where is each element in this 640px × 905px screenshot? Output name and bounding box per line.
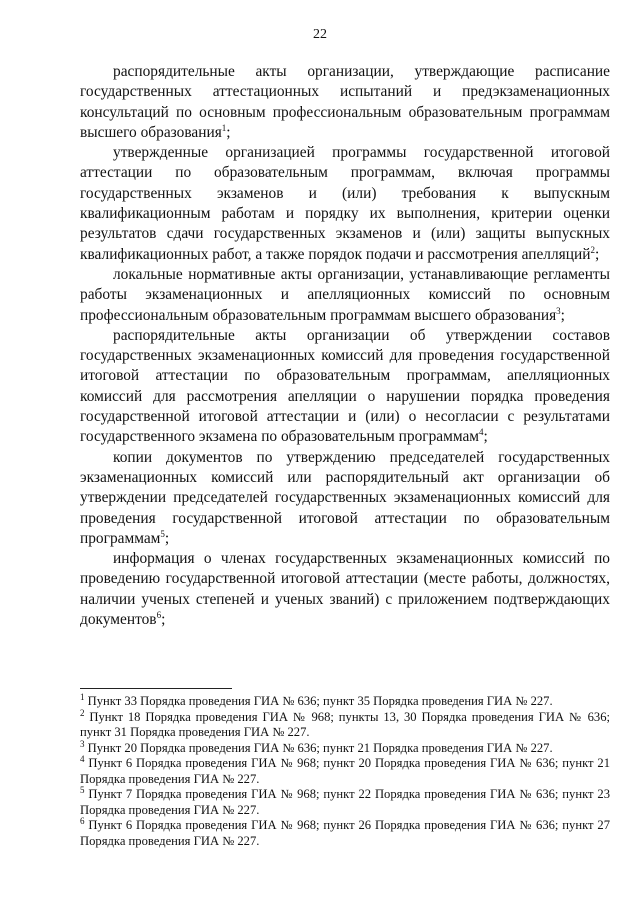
paragraph: информация о членах государственных экзаменационных комиссий по проведению государственной итоговой аттестации (месте работы, должностях, наличии ученых степеней и ученых званий) с приложением подтверждающих документов$^6$;	[80, 550, 610, 629]
footnote-ref: 1	[221, 122, 227, 133]
page-number: 22	[313, 27, 327, 42]
footnote: $^2$ Пункт 18 Порядка проведения ГИА № 968; пункты 13, 30 Порядка проведения ГИА № 636; пункт 31 Порядка проведения ГИА № 227.	[80, 707, 610, 739]
paragraph: распорядительные акты организации, утверждающие расписание государственных аттестационных испытаний и предэкзаменационных консультаций по основным профессиональным образовательным программам высшего образования$^1$;	[80, 63, 610, 141]
paragraph: локальные нормативные акты организации, устанавливающие регламенты работы экзаменационных и апелляционных комиссий по основным профессиональным образовательным программам высшего образования$^3$;	[80, 265, 610, 324]
footnote: $^4$ Пункт 6 Порядка проведения ГИА № 968; пункт 20 Порядка проведения ГИА № 636; пункт 21 Порядка проведения ГИА № 227.	[80, 753, 610, 786]
footnote: $^5$ Пункт 7 Порядка проведения ГИА № 968; пункт 22 Порядка проведения ГИА № 636; пункт 23 Порядка проведения ГИА № 227.	[80, 784, 610, 817]
footnote: $^1$ Пункт 33 Порядка проведения ГИА № 636; пункт 35 Порядка проведения ГИА № 227.	[80, 691, 553, 708]
footnotes	[80, 691, 610, 849]
footnote-ref: 4	[479, 427, 484, 438]
footnote-ref: 6	[156, 609, 162, 620]
footnote-ref: 2	[590, 244, 595, 255]
footnote: $^6$ Пункт 6 Порядка проведения ГИА № 968; пункт 26 Порядка проведения ГИА № 636; пункт 27 Порядка проведения ГИА № 227.	[80, 815, 610, 848]
footnote-ref: 3	[556, 305, 561, 316]
footnote-separator	[80, 688, 232, 689]
footnote: $^3$ Пункт 20 Порядка проведения ГИА № 636; пункт 21 Порядка проведения ГИА № 227.	[80, 738, 553, 755]
paragraph: утвержденные организацией программы государственной итоговой аттестации по образовательным программам, включая программы государственных экзаменов и (или) требования к выпускным квалификационным работам и порядку их выполнения, критерии оценки результатов сдачи государственных экзаменов и (или) защиты выпускных квалификационных работ, а также порядок подачи и рассмотрения апелляций$^2$;	[80, 144, 610, 263]
paragraph: копии документов по утверждению председателей государственных экзаменационных комиссий или распорядительный акт организации об утверждении председателей государственных экзаменационных комиссий для проведения государственной итоговой аттестации по образовательным программам$^5$;	[80, 448, 610, 547]
footnote-ref: 5	[160, 528, 165, 539]
document-body	[80, 62, 610, 630]
paragraph: распорядительные акты организации об утверждении составов государственных экзаменационных комиссий для проведения государственной итоговой аттестации по образовательным программам, апелляционных комиссий для рассмотрения апелляции о нарушении порядка проведения государственной итоговой аттестации и (или) о несогласии с результатами государственного экзамена по образовательным программам$^4$;	[80, 326, 610, 446]
